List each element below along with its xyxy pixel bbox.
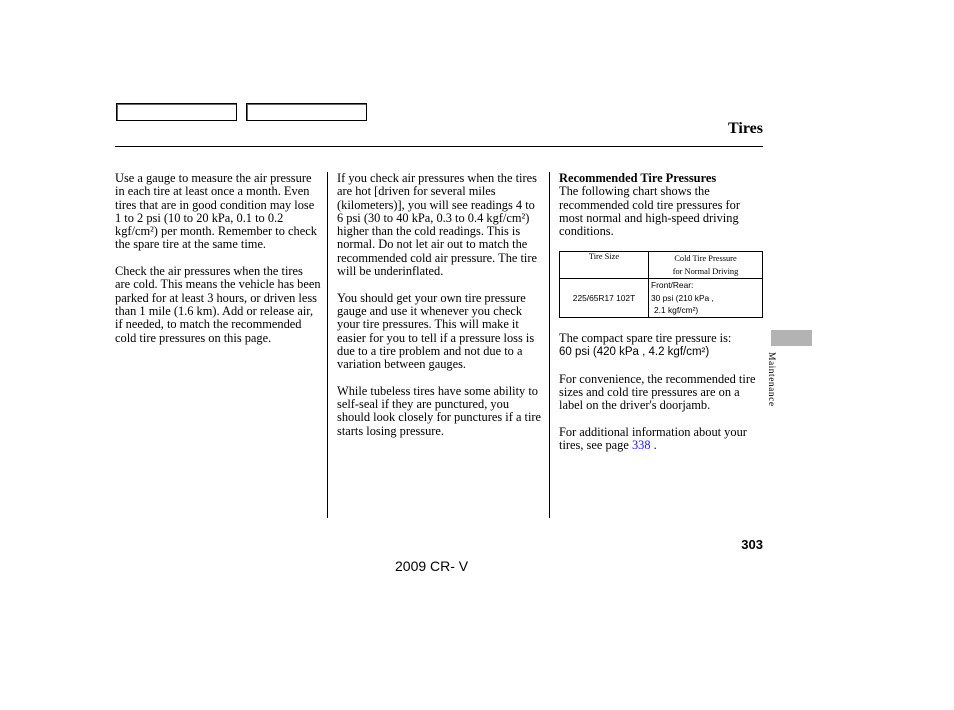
table-cell-size: 225/65R17 102T — [560, 279, 649, 318]
table-header-size: Tire Size — [560, 252, 649, 279]
nav-button-next[interactable] — [246, 103, 367, 121]
column-3-lower — [559, 332, 765, 466]
column-divider — [549, 172, 550, 518]
paragraph: You should get your own tire pressure gauge and use it whenever you check your tire pressures. This will make it easier for you to tell if a pressure loss is due to a tire problem and not due to a variation between gauges. — [337, 290, 535, 372]
section-tab[interactable] — [771, 330, 812, 346]
column-1 — [115, 172, 321, 358]
title-rule — [115, 146, 763, 147]
section-heading: Recommended Tire Pressures — [559, 171, 717, 185]
table-cell-pressure: Front/Rear: 30 psi (210 kPa , 2.1 kgf/cm²) — [649, 279, 763, 318]
column-divider — [327, 172, 328, 518]
section-tab-label: Maintenance — [766, 352, 776, 407]
more-info-paragraph: For additional information about your tires, see page 338 . — [559, 425, 747, 453]
paragraph: Use a gauge to measure the air pressure in each tire at least once a month. Even tires that are in good condition may lose 1 to 2 psi (10 to 20 kPa, 0.1 to 0.2 kgf/cm²) per month. Remember to check the spare tire at the same time. — [115, 171, 317, 252]
nav-button-previous[interactable] — [116, 103, 237, 121]
spare-pressure-value: 60 psi (420 kPa , 4.2 kgf/cm²) — [559, 346, 710, 359]
column-3 — [559, 172, 765, 252]
table-header-pressure: Cold Tire Pressure for Normal Driving — [649, 252, 763, 279]
paragraph: For convenience, the recommended tire sizes and cold tire pressures are on a label on the driver's doorjamb. — [559, 371, 756, 413]
intro-paragraph: The following chart shows the recommended cold tire pressures for most normal and high-speed driving conditions. — [559, 184, 740, 239]
footer-model: 2009 CR- V — [395, 558, 469, 574]
paragraph: While tubeless tires have some ability to self-seal if they are punctured, you should look closely for punctures if a tire starts losing pressure. — [337, 383, 542, 438]
tire-pressure-table — [559, 251, 763, 318]
spare-paragraph: The compact spare tire pressure is: 60 psi (420 kPa , 4.2 kgf/cm²) — [559, 331, 732, 359]
page-title: Tires — [728, 120, 763, 137]
page-number: 303 — [741, 537, 763, 552]
column-2 — [337, 172, 543, 451]
paragraph: If you check air pressures when the tires are hot [driven for several miles (kilometers)], you will see readings 4 to 6 psi (30 to 40 kPa, 0.3 to 0.4 kgf/cm²) higher than the cold readings. This is normal. Do not let air out to match the recommended cold air pressure. The tire will be underinflated. — [337, 171, 538, 279]
paragraph: Check the air pressures when the tires are cold. This means the vehicle has been parked for at least 3 hours, or driven less than 1 mile (1.6 km). Add or release air, if needed, to match the recommended cold tire pressures on this page. — [115, 264, 321, 345]
page-link[interactable]: 338 — [631, 438, 651, 453]
